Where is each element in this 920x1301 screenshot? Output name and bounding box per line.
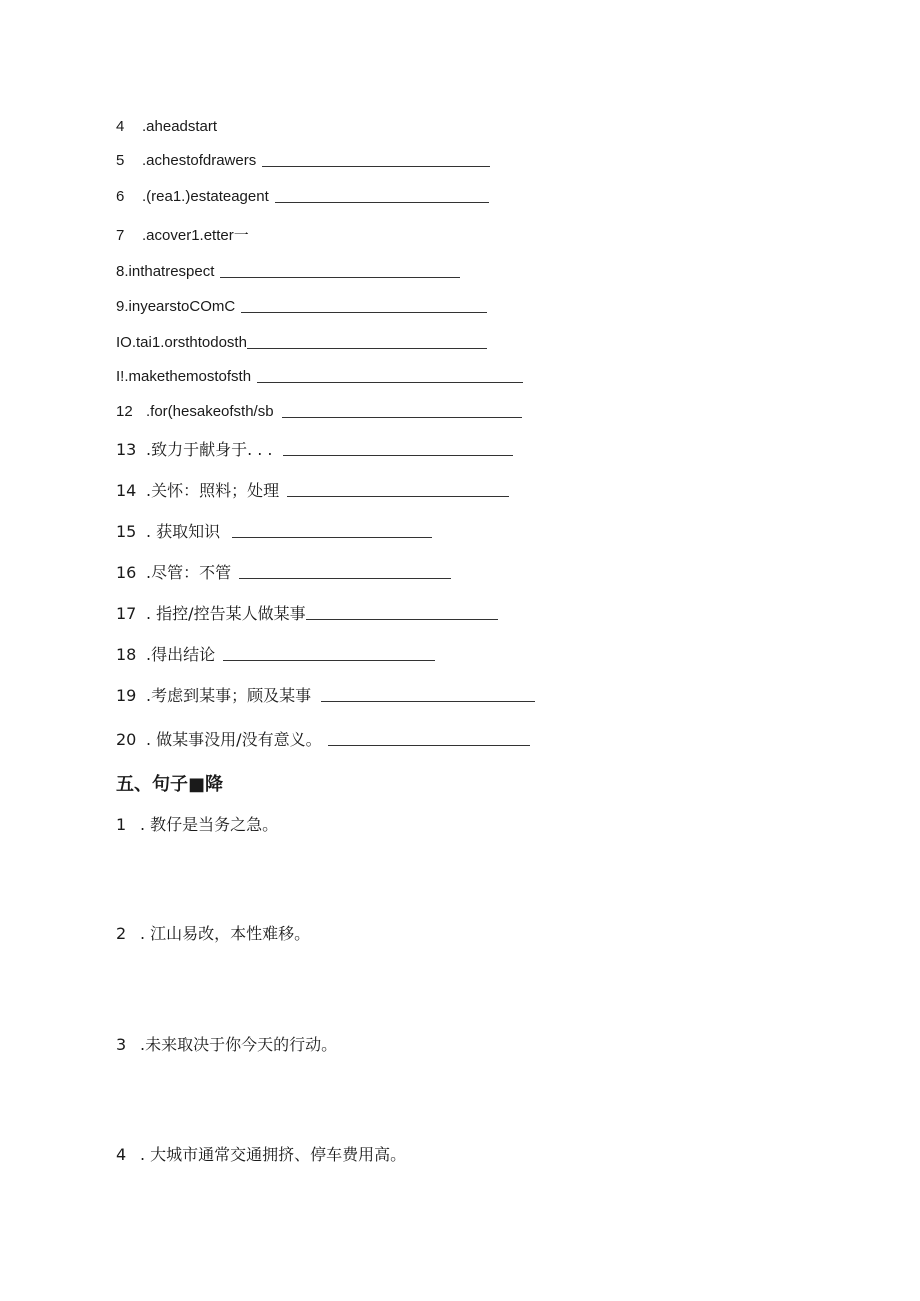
phrase-item-13 (116, 437, 513, 459)
answer-blank[interactable] (262, 165, 490, 167)
phrase-item-15 (116, 519, 432, 541)
phrase-item-7 (116, 223, 249, 245)
answer-blank[interactable] (283, 454, 513, 456)
phrase-number: 12 (116, 403, 133, 420)
answer-blank[interactable] (241, 311, 487, 313)
phrase-number: 13 (116, 440, 137, 459)
sentence-item-3 (116, 1032, 337, 1055)
sentence-item-2 (116, 921, 310, 944)
phrase-item-14 (116, 478, 509, 500)
phrase-number: 19 (116, 686, 137, 705)
sentence-item-4 (116, 1142, 406, 1165)
phrase-text: .关怀：照料；处理 (146, 481, 280, 500)
sentence-item-1 (116, 812, 278, 835)
phrase-text: . 做某事没用/没有意义。 (146, 730, 322, 749)
sentence-number: 2 (116, 924, 127, 943)
phrase-number: 5 (116, 152, 125, 169)
answer-blank[interactable] (275, 201, 489, 203)
phrase-text: .achestofdrawers (142, 152, 257, 169)
phrase-item-17 (116, 601, 498, 623)
phrase-text: .得出结论 (146, 645, 216, 664)
sentence-number: 4 (116, 1145, 127, 1164)
phrase-item-9 (116, 294, 487, 316)
phrase-item-19 (116, 683, 535, 705)
answer-blank[interactable] (282, 416, 522, 418)
phrase-number: 4 (116, 118, 125, 135)
answer-blank[interactable] (287, 495, 509, 497)
phrase-number: 20 (116, 730, 137, 749)
answer-blank[interactable] (220, 276, 460, 278)
section-heading: 五、句子■降 (116, 774, 224, 795)
phrase-item-12 (116, 399, 522, 421)
phrase-text: .致力于献身于. . . (146, 440, 273, 459)
dash-mark: 一 (233, 227, 249, 244)
phrase-number: 14 (116, 481, 137, 500)
phrase-text: .考虑到某事；顾及某事 (146, 686, 312, 705)
phrase-text: .尽管：不管 (146, 563, 232, 582)
sentence-number: 3 (116, 1035, 127, 1054)
answer-blank[interactable] (257, 381, 523, 383)
phrase-text: makethemostofsth (128, 368, 252, 385)
phrase-text: . 获取知识 (146, 522, 221, 541)
answer-blank[interactable] (247, 347, 487, 349)
phrase-number: 16 (116, 563, 137, 582)
phrase-item-20 (116, 727, 530, 749)
phrase-item-11 (116, 364, 523, 386)
sentence-number: 1 (116, 815, 127, 834)
phrase-text: . 指控/控告某人做某事 (146, 604, 306, 623)
phrase-number: 6 (116, 188, 125, 205)
phrase-item-18 (116, 642, 435, 664)
sentence-text: . 大城市通常交通拥挤、停车费用高。 (140, 1145, 407, 1164)
answer-blank[interactable] (223, 659, 435, 661)
phrase-text: .for(hesakeofsth/sb (146, 403, 274, 420)
phrase-item-16 (116, 560, 451, 582)
phrase-number: 7 (116, 227, 125, 244)
sentence-text: .未来取决于你今天的行动。 (140, 1035, 338, 1054)
phrase-number: 9. (116, 298, 129, 315)
phrase-text: .aheadstart (142, 118, 218, 135)
phrase-number: I!. (116, 368, 129, 385)
phrase-item-6 (116, 184, 489, 206)
phrase-number: IO. (116, 334, 137, 351)
answer-blank[interactable] (239, 577, 451, 579)
phrase-number: 8. (116, 263, 129, 280)
phrase-item-5 (116, 148, 490, 170)
phrase-text: .acover1.etter (142, 227, 234, 244)
phrase-number: 18 (116, 645, 137, 664)
phrase-text: inyearstoCOmC (128, 298, 236, 315)
phrase-item-8 (116, 259, 460, 281)
answer-blank[interactable] (232, 536, 432, 538)
answer-blank[interactable] (328, 744, 530, 746)
phrase-item-10 (116, 330, 487, 352)
phrase-text: .(rea1.)estateagent (142, 188, 269, 205)
sentence-text: . 教仔是当务之急。 (140, 815, 279, 834)
phrase-item-4 (116, 114, 217, 136)
phrase-text: tai1.orsthtodosth (136, 334, 247, 351)
answer-blank[interactable] (306, 618, 498, 620)
answer-blank[interactable] (321, 700, 535, 702)
phrase-number: 15 (116, 522, 137, 541)
phrase-text: inthatrespect (128, 263, 215, 280)
phrase-number: 17 (116, 604, 137, 623)
sentence-text: . 江山易改，本性难移。 (140, 924, 311, 943)
